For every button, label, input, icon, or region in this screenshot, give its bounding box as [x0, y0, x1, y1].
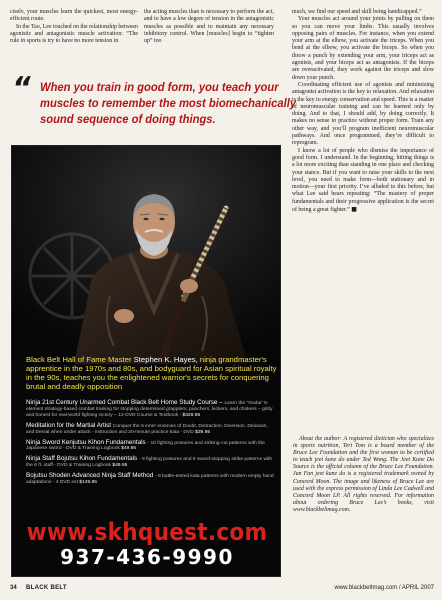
- ad-product-price: $39.95: [195, 429, 211, 435]
- pull-quote: [9, 71, 297, 144]
- article-column-1-top: [10, 9, 138, 45]
- pull-quote-line: When you train in good form, you teach your: [40, 80, 279, 94]
- pull-quote-line: muscles to remember the most biomechanically: [40, 96, 297, 110]
- advertisement: [11, 145, 281, 577]
- ad-product-item: [26, 439, 274, 453]
- ad-product-title: Meditation for the Martial Artist: [26, 421, 113, 429]
- article-paragraph: [292, 9, 434, 16]
- ad-product-description: - 9 fighting postures and 9 sword-stopping strike patterns with the 6 ft. staff - DVD & Training Logbook: [26, 457, 273, 469]
- ad-headline-rest: ninja grandmaster's apprentice in the 1970s and 80s, and bodyguard for Asian spiritual royalty in the 90s, teaches you the enlightened warrior's secrets for conquering brutal and deadly opposition: [26, 355, 277, 391]
- pull-quote-line: sound sequence of doing things.: [40, 112, 216, 126]
- ad-product-price: $329.95: [182, 412, 201, 418]
- ad-product-description: - 10 fighting postures and striking-cut patterns with the Japanese sword - DVD & Training Logbook: [26, 440, 265, 452]
- ad-product-text: [26, 455, 274, 469]
- ad-website-link[interactable]: www.skhquest.com: [26, 518, 268, 546]
- ad-product-title: Ninja Staff Bojutsu Kihon Fundamentals: [26, 455, 139, 463]
- article-column-3: [292, 9, 434, 214]
- ad-product-description: Conquer the 5 inner enemies of Doubt, Distraction, Diversion, Delusion, and Denial when under attack - instruction and 20-minute practice kata - DVD: [26, 423, 268, 435]
- article-paragraph: [144, 9, 274, 45]
- ad-product-item: [26, 455, 274, 469]
- hand: [180, 279, 198, 293]
- ad-product-item: [26, 399, 274, 419]
- article-paragraph: [292, 148, 434, 215]
- end-mark: ■: [351, 206, 357, 214]
- article-paragraph: [292, 82, 434, 148]
- article-paragraph-text: Coordinating efficient use of agonists and minimizing antagonist activation is the key to relaxation. And relaxation is the key to energy conservation and speed. This is a matter of neuromuscular training and can be learned only by doing. And to that, I should add, by doing correctly. It makes no sense to practice without proper form. Train any other way, and you’ll program inefficient neuromuscular pathways. And once programmed, they’re difficult to reprogram.: [292, 81, 434, 147]
- martial-artist-photo: [12, 146, 281, 364]
- hand: [114, 309, 134, 323]
- page-footer: [10, 583, 434, 593]
- ad-product-text: [26, 399, 274, 419]
- ad-phone-number: 937-436-9990: [60, 545, 234, 569]
- article-paragraph-text: ciselv, your muscles learn the quickest, most energy-efficient route.: [10, 9, 138, 23]
- pull-quote-text: [40, 79, 297, 127]
- ad-headline-prefix: Black Belt Hall of Fame Master: [26, 355, 134, 364]
- article-paragraph: [10, 24, 138, 46]
- article-column-2-top: [144, 9, 274, 45]
- article-paragraph-text: In the Tao, Lee touched on the relationship between agonistic and antagonistic muscle activation: “The rule in sports is try to have no more tension in: [10, 23, 138, 45]
- ad-product-title: Ninja Sword Kenjutsu Kihon Fundamentals: [26, 438, 148, 446]
- article-paragraph-text: Your muscles act around your joints by pulling on them so you can move your limbs. This usually involves opposing pairs of muscles. For instance, when you extend your arm at the elbow, you activate the triceps. When you bend at the elbow, you activate the biceps. So when you throw a punch by extending your arm, your triceps act as agonists, and your biceps act as antagonists. If the biceps are overactivated, they work against the triceps and slow down your punch.: [292, 16, 434, 81]
- ad-product-text: [26, 439, 274, 453]
- ad-product-description: Learn the “Godai” 5-element strategy-based combat training for stopping determined grapplers, punchers, kickers, and chokers – gritty and honest for real-world fighting victory – 12-DVD Course & Textbook -: [26, 401, 273, 418]
- ad-product-item: [26, 472, 274, 486]
- footer-url-date: www.blackbeltmag.com / APRIL 2007: [334, 585, 434, 591]
- ad-product-price: $149.95: [79, 480, 97, 486]
- ad-headline-name: Stephen K. Hayes,: [133, 355, 198, 364]
- article-paragraph: [10, 9, 138, 24]
- article-paragraph-text: the acting muscles than is necessary to perform the act, and to have a low degree of tension in the antagonistic muscles as possible and to maintain any necessary inhibitory control. When [muscles] begin to “tighten up” too: [144, 9, 274, 45]
- ad-headline: [26, 355, 278, 391]
- pull-quote-mark: “: [9, 71, 35, 106]
- magazine-name: BLACK BELT: [26, 585, 67, 591]
- ad-product-text: [26, 472, 274, 486]
- ad-product-price: $49.95: [112, 463, 128, 469]
- ad-product-title: Bojutsu Shoden Advanced Ninja Staff Method: [26, 472, 156, 480]
- page-number: 34: [10, 585, 17, 591]
- about-the-author: [293, 436, 434, 514]
- article-paragraph: [292, 16, 434, 82]
- ad-product-item: [26, 422, 274, 436]
- about-paragraph: About the author: A registered dietician who specializes in sports nutrition, Teri Tom is a board member of the Bruce Lee Foundation and the first woman to be certified to teach jeet kune do under Ted Wong. The Jeet Kune Do Source is the official column of the Bruce Lee Foundation. Jun Fan jeet kune do is a registered trademark owned by Concord Moon. The image and likeness of Bruce Lee are used with the express permission of Linda Lee Cadwell and Concord Moon LP. All rights reserved. For information about ordering Bruce Lee’s books, visit www.blackbeltmag.com.: [293, 436, 434, 513]
- article-paragraph-text: much, we find our speed and skill being handicapped.”: [292, 9, 422, 15]
- ad-product-title: Ninja 21st Century Unarmed Combat Black Belt Home Study Course –: [26, 399, 225, 406]
- article-paragraph-text: I know a lot of people who dismiss the importance of good form. I understand. In the beginning, hitting things is a lot more exciting than standing in one place and checking your stance. But if you want to raise your skills to the next level, you need to make form—both stationary and in motion—your first priority. I’ve alluded to this before, but what Lee said bears repeating: “The mastery of proper fundamentals and their progressive application is the secret of being a great fighter.”: [292, 147, 434, 214]
- ad-product-text: [26, 422, 274, 436]
- ad-product-description: - 9 battle-tested kata patterns with modern empty hand adaptations - 4 DVD set: [26, 474, 274, 486]
- ad-product-price: $49.95: [121, 446, 137, 452]
- ad-product-list: [26, 399, 274, 489]
